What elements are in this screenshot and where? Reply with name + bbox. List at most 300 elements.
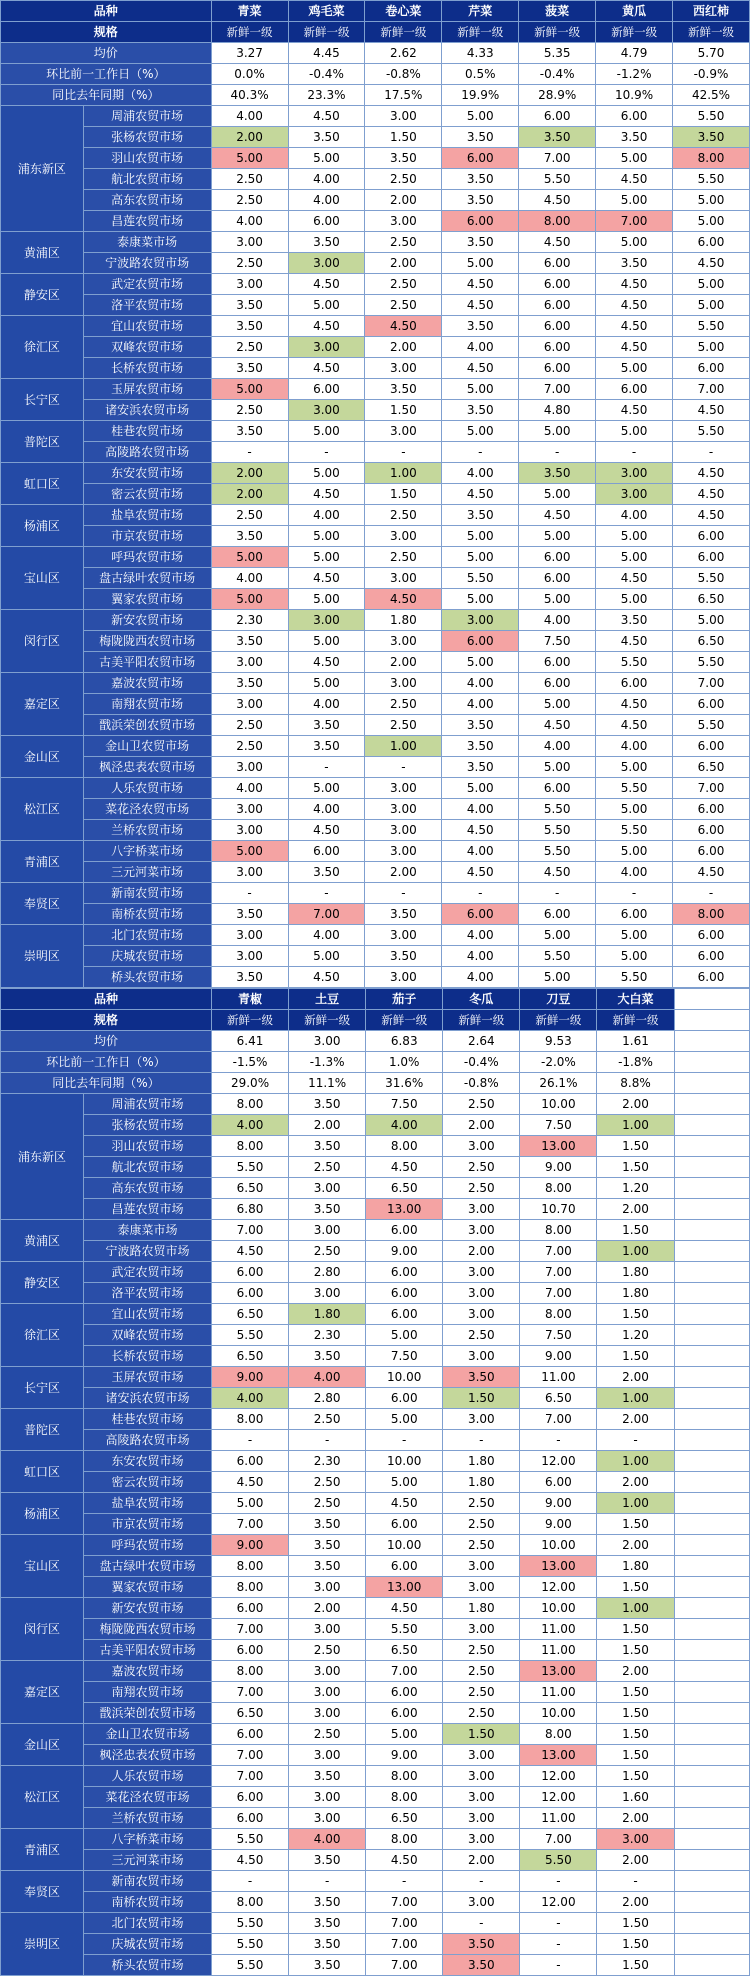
table-row xyxy=(1,106,750,127)
price-cell: 2.00 xyxy=(211,463,288,484)
product-header: 青椒 xyxy=(211,989,288,1010)
price-cell: 3.50 xyxy=(442,757,519,778)
empty-cell xyxy=(674,1472,749,1493)
price-cell: 2.50 xyxy=(289,1640,366,1661)
price-cell: 5.00 xyxy=(288,148,365,169)
price-cell: 2.00 xyxy=(597,1409,674,1430)
price-cell: 3.00 xyxy=(289,1661,366,1682)
price-cell: - xyxy=(520,1934,597,1955)
table-row xyxy=(1,757,750,778)
price-cell: 1.80 xyxy=(365,610,442,631)
district-label: 奉贤区 xyxy=(1,1871,84,1913)
spec-header: 新鲜一级 xyxy=(519,22,596,43)
price-cell: 1.50 xyxy=(597,1682,674,1703)
price-cell: 4.00 xyxy=(596,736,673,757)
price-cell: 8.00 xyxy=(520,1724,597,1745)
price-cell: 3.00 xyxy=(596,484,673,505)
price-cell: 5.00 xyxy=(288,526,365,547)
empty-cell xyxy=(674,1724,749,1745)
yoy-change-cell: 17.5% xyxy=(365,85,442,106)
price-cell: 6.50 xyxy=(366,1808,443,1829)
table-row xyxy=(1,883,750,904)
table-row xyxy=(1,589,750,610)
price-cell: 11.00 xyxy=(520,1808,597,1829)
price-cell: 6.00 xyxy=(673,799,750,820)
price-cell: 3.00 xyxy=(365,778,442,799)
price-cell: 1.20 xyxy=(597,1178,674,1199)
price-cell: 4.50 xyxy=(596,295,673,316)
yoy-change-cell: 11.1% xyxy=(289,1073,366,1094)
price-cell: 3.00 xyxy=(211,757,288,778)
price-cell: - xyxy=(673,883,750,904)
price-cell: 5.50 xyxy=(673,316,750,337)
price-cell: 1.00 xyxy=(597,1598,674,1619)
price-cell: 3.50 xyxy=(519,127,596,148)
price-cell: - xyxy=(211,1871,288,1892)
empty-cell xyxy=(674,1661,749,1682)
spec-row xyxy=(1,1010,750,1031)
table-row xyxy=(1,967,750,988)
table-row xyxy=(1,211,750,232)
price-cell: 2.50 xyxy=(211,190,288,211)
price-cell: 5.50 xyxy=(596,967,673,988)
price-cell: 2.00 xyxy=(597,1808,674,1829)
price-cell: 2.50 xyxy=(289,1472,366,1493)
price-cell: 4.50 xyxy=(442,484,519,505)
empty-cell xyxy=(674,1409,749,1430)
price-cell: - xyxy=(289,1871,366,1892)
price-cell: 6.00 xyxy=(211,1640,288,1661)
table-row xyxy=(1,1094,750,1115)
price-cell: 5.00 xyxy=(596,148,673,169)
avg-price-cell: 6.83 xyxy=(366,1031,443,1052)
table-row xyxy=(1,862,750,883)
price-cell: 4.50 xyxy=(442,274,519,295)
price-cell: 3.00 xyxy=(443,1262,520,1283)
market-name: 长桥农贸市场 xyxy=(83,1346,211,1367)
price-cell: 3.50 xyxy=(365,148,442,169)
price-cell: 3.50 xyxy=(596,610,673,631)
price-cell: 3.00 xyxy=(289,1577,366,1598)
empty-cell xyxy=(674,1367,749,1388)
price-cell: 6.50 xyxy=(366,1640,443,1661)
price-cell: 4.00 xyxy=(596,862,673,883)
product-row xyxy=(1,1,750,22)
district-label: 虹口区 xyxy=(1,463,84,505)
district-label: 黄浦区 xyxy=(1,1220,84,1262)
price-cell: 6.00 xyxy=(366,1304,443,1325)
price-cell: 4.00 xyxy=(366,1115,443,1136)
price-cell: 3.50 xyxy=(288,715,365,736)
price-cell: - xyxy=(443,1871,520,1892)
avg-price-cell: 2.64 xyxy=(443,1031,520,1052)
price-cell: 3.50 xyxy=(288,127,365,148)
price-cell: 2.00 xyxy=(443,1115,520,1136)
price-cell: 5.00 xyxy=(596,526,673,547)
price-cell: 6.00 xyxy=(596,673,673,694)
table-row xyxy=(1,1640,750,1661)
empty-cell xyxy=(674,1157,749,1178)
price-cell: 1.80 xyxy=(443,1598,520,1619)
price-cell: 6.00 xyxy=(366,1703,443,1724)
price-cell: 6.00 xyxy=(366,1556,443,1577)
table-row xyxy=(1,610,750,631)
table-row xyxy=(1,1430,750,1451)
dod-change-row xyxy=(1,64,750,85)
table-row xyxy=(1,1850,750,1871)
price-cell: 2.30 xyxy=(289,1325,366,1346)
price-cell: 5.00 xyxy=(288,673,365,694)
table-row xyxy=(1,1577,750,1598)
price-cell: 6.00 xyxy=(673,820,750,841)
table-row xyxy=(1,1514,750,1535)
price-cell: 3.50 xyxy=(211,421,288,442)
spec-header: 新鲜一级 xyxy=(211,1010,288,1031)
price-cell: 8.00 xyxy=(673,904,750,925)
price-cell: 4.50 xyxy=(596,274,673,295)
price-cell: 3.00 xyxy=(288,610,365,631)
price-cell: 7.00 xyxy=(673,379,750,400)
price-cell: - xyxy=(288,883,365,904)
price-cell: 2.50 xyxy=(365,715,442,736)
market-name: 玉屏农贸市场 xyxy=(83,1367,211,1388)
product-header: 鸡毛菜 xyxy=(288,1,365,22)
table-row xyxy=(1,505,750,526)
market-name: 梅陇陇西农贸市场 xyxy=(83,1619,211,1640)
price-cell: 3.00 xyxy=(365,841,442,862)
price-cell: 3.50 xyxy=(442,316,519,337)
price-cell: 9.00 xyxy=(211,1535,288,1556)
price-cell: 3.00 xyxy=(289,1283,366,1304)
price-cell: 4.00 xyxy=(442,946,519,967)
price-cell: 9.00 xyxy=(520,1157,597,1178)
price-cell: 5.00 xyxy=(596,589,673,610)
price-cell: 3.00 xyxy=(443,1346,520,1367)
spec-row xyxy=(1,22,750,43)
price-cell: - xyxy=(520,1913,597,1934)
price-cell: 4.50 xyxy=(673,400,750,421)
table-row xyxy=(1,421,750,442)
table-row xyxy=(1,1745,750,1766)
price-cell: 6.00 xyxy=(288,841,365,862)
price-cell: 5.00 xyxy=(519,925,596,946)
market-name: 菜花泾农贸市场 xyxy=(83,1787,211,1808)
price-cell: 10.00 xyxy=(520,1703,597,1724)
price-cell: 4.50 xyxy=(288,106,365,127)
product-header: 大白菜 xyxy=(597,989,674,1010)
table-row xyxy=(1,1724,750,1745)
yoy-change-cell: 23.3% xyxy=(288,85,365,106)
empty-cell xyxy=(674,1829,749,1850)
price-cell: 3.50 xyxy=(365,379,442,400)
price-cell: 3.50 xyxy=(443,1367,520,1388)
price-cell: 3.00 xyxy=(443,1220,520,1241)
price-cell: 6.50 xyxy=(211,1703,288,1724)
table-row xyxy=(1,1157,750,1178)
price-cell: 6.50 xyxy=(673,631,750,652)
price-cell: 2.50 xyxy=(365,232,442,253)
price-cell: - xyxy=(211,1430,288,1451)
district-label: 长宁区 xyxy=(1,1367,84,1409)
price-cell: 5.00 xyxy=(442,379,519,400)
price-cell: 4.50 xyxy=(519,862,596,883)
price-cell: 3.00 xyxy=(289,1703,366,1724)
price-cell: 5.00 xyxy=(519,484,596,505)
price-cell: 5.00 xyxy=(596,190,673,211)
price-cell: 9.00 xyxy=(520,1514,597,1535)
market-name: 翼家农贸市场 xyxy=(83,1577,211,1598)
market-name: 盐阜农贸市场 xyxy=(83,505,211,526)
price-cell: 12.00 xyxy=(520,1451,597,1472)
market-name: 庆城农贸市场 xyxy=(83,1934,211,1955)
price-cell: 3.00 xyxy=(443,1199,520,1220)
price-cell: 4.50 xyxy=(519,505,596,526)
table-row xyxy=(1,1262,750,1283)
price-cell: 3.50 xyxy=(442,169,519,190)
price-cell: 3.50 xyxy=(596,253,673,274)
price-cell: 3.00 xyxy=(289,1682,366,1703)
market-name: 三元河菜市场 xyxy=(83,862,211,883)
price-cell: 2.50 xyxy=(211,715,288,736)
price-cell: 6.00 xyxy=(211,1724,288,1745)
table-row xyxy=(1,1913,750,1934)
price-cell: 3.00 xyxy=(443,1409,520,1430)
price-cell: 5.50 xyxy=(596,652,673,673)
price-cell: 5.50 xyxy=(211,1157,288,1178)
price-cell: 3.50 xyxy=(211,967,288,988)
price-cell: 3.00 xyxy=(365,967,442,988)
market-name: 枫泾忠表农贸市场 xyxy=(83,1745,211,1766)
price-cell: 4.00 xyxy=(442,799,519,820)
price-cell: 7.00 xyxy=(520,1409,597,1430)
price-cell: 3.00 xyxy=(443,1892,520,1913)
price-cell: 6.00 xyxy=(211,1451,288,1472)
price-cell: 4.00 xyxy=(442,694,519,715)
price-cell: 2.00 xyxy=(597,1850,674,1871)
market-name: 市京农贸市场 xyxy=(83,1514,211,1535)
price-cell: - xyxy=(520,1871,597,1892)
price-cell: 1.00 xyxy=(597,1115,674,1136)
price-cell: 3.00 xyxy=(289,1220,366,1241)
price-cell: 6.00 xyxy=(673,736,750,757)
price-cell: 7.00 xyxy=(211,1619,288,1640)
market-name: 泰康菜市场 xyxy=(83,1220,211,1241)
price-cell: 3.50 xyxy=(289,1766,366,1787)
market-name: 周浦农贸市场 xyxy=(83,1094,211,1115)
price-cell: - xyxy=(211,883,288,904)
table-row xyxy=(1,1241,750,1262)
table-row xyxy=(1,358,750,379)
price-cell: 1.50 xyxy=(597,1955,674,1976)
price-cell: 2.50 xyxy=(211,400,288,421)
price-cell: 2.00 xyxy=(365,862,442,883)
empty-cell xyxy=(674,1640,749,1661)
market-name: 洛平农贸市场 xyxy=(83,295,211,316)
price-cell: 3.00 xyxy=(211,862,288,883)
district-label: 奉贤区 xyxy=(1,883,84,925)
price-cell: 8.00 xyxy=(366,1787,443,1808)
market-name: 周浦农贸市场 xyxy=(83,106,211,127)
price-cell: 3.00 xyxy=(289,1787,366,1808)
market-name: 八字桥菜市场 xyxy=(83,1829,211,1850)
row-label: 均价 xyxy=(1,1031,212,1052)
empty-cell xyxy=(674,1262,749,1283)
price-cell: 4.00 xyxy=(596,505,673,526)
price-cell: 9.00 xyxy=(520,1493,597,1514)
market-name: 新安农贸市场 xyxy=(83,1598,211,1619)
price-cell: 10.00 xyxy=(520,1094,597,1115)
dod-change-cell: -0.4% xyxy=(443,1052,520,1073)
price-cell: 7.00 xyxy=(520,1829,597,1850)
table-row xyxy=(1,1388,750,1409)
price-cell: 5.00 xyxy=(596,799,673,820)
price-cell: 2.50 xyxy=(365,547,442,568)
price-cell: 3.00 xyxy=(211,946,288,967)
price-cell: 7.00 xyxy=(519,379,596,400)
price-cell: 5.00 xyxy=(596,358,673,379)
price-cell: 1.50 xyxy=(443,1388,520,1409)
price-cell: 5.00 xyxy=(519,589,596,610)
district-label: 浦东新区 xyxy=(1,106,84,232)
market-name: 新安农贸市场 xyxy=(83,610,211,631)
price-cell: 4.00 xyxy=(442,967,519,988)
empty-cell xyxy=(674,1241,749,1262)
price-cell: 2.00 xyxy=(597,1535,674,1556)
price-cell: 4.00 xyxy=(442,673,519,694)
price-cell: 2.00 xyxy=(597,1661,674,1682)
empty-cell xyxy=(674,1514,749,1535)
price-cell: 1.50 xyxy=(597,1346,674,1367)
price-cell: 4.50 xyxy=(596,631,673,652)
market-name: 三元河菜市场 xyxy=(83,1850,211,1871)
price-cell: 2.50 xyxy=(443,1493,520,1514)
price-cell: 1.00 xyxy=(365,463,442,484)
table-row xyxy=(1,1619,750,1640)
price-cell: 4.50 xyxy=(288,652,365,673)
empty-cell xyxy=(674,1052,749,1073)
price-cell: 5.50 xyxy=(519,820,596,841)
avg-price-cell: 4.33 xyxy=(442,43,519,64)
empty-cell xyxy=(674,1115,749,1136)
price-cell: 4.50 xyxy=(288,484,365,505)
price-cell: 4.00 xyxy=(519,736,596,757)
price-cell: - xyxy=(366,1430,443,1451)
empty-cell xyxy=(674,1598,749,1619)
market-name: 南桥农贸市场 xyxy=(83,904,211,925)
empty-cell xyxy=(674,1619,749,1640)
price-cell: 8.00 xyxy=(211,1892,288,1913)
price-cell: 1.50 xyxy=(365,484,442,505)
price-cell: - xyxy=(673,442,750,463)
price-cell: - xyxy=(289,1430,366,1451)
price-cell: 2.50 xyxy=(365,295,442,316)
market-name: 高陵路农贸市场 xyxy=(83,442,211,463)
market-name: 市京农贸市场 xyxy=(83,526,211,547)
price-cell: 3.50 xyxy=(289,1346,366,1367)
price-cell: 6.00 xyxy=(366,1220,443,1241)
dod-change-cell: 0.0% xyxy=(211,64,288,85)
price-cell: 4.00 xyxy=(289,1829,366,1850)
price-cell: 7.00 xyxy=(520,1262,597,1283)
price-cell: 5.00 xyxy=(519,526,596,547)
row-label: 品种 xyxy=(1,1,212,22)
market-name: 北门农贸市场 xyxy=(83,1913,211,1934)
price-cell: 7.00 xyxy=(673,778,750,799)
price-cell: 5.00 xyxy=(288,946,365,967)
district-label: 闵行区 xyxy=(1,610,84,673)
price-cell: 2.50 xyxy=(211,253,288,274)
price-cell: 3.00 xyxy=(443,1808,520,1829)
price-cell: 6.00 xyxy=(211,1283,288,1304)
price-cell: - xyxy=(597,1871,674,1892)
price-cell: 5.00 xyxy=(288,463,365,484)
price-cell: 7.00 xyxy=(366,1955,443,1976)
price-cell: 2.50 xyxy=(211,505,288,526)
table-row xyxy=(1,337,750,358)
row-label: 品种 xyxy=(1,989,212,1010)
spec-header: 新鲜一级 xyxy=(673,22,750,43)
table-row xyxy=(1,1535,750,1556)
price-cell: 4.50 xyxy=(365,316,442,337)
price-cell: 2.50 xyxy=(365,274,442,295)
table-row xyxy=(1,169,750,190)
table-row xyxy=(1,442,750,463)
price-cell: 6.00 xyxy=(366,1388,443,1409)
price-cell: 11.00 xyxy=(520,1640,597,1661)
price-cell: 1.50 xyxy=(597,1157,674,1178)
market-name: 宜山农贸市场 xyxy=(83,1304,211,1325)
empty-cell xyxy=(674,1913,749,1934)
price-cell: - xyxy=(366,1871,443,1892)
product-row xyxy=(1,989,750,1010)
price-cell: 3.50 xyxy=(442,127,519,148)
price-cell: 4.50 xyxy=(596,715,673,736)
price-cell: 5.00 xyxy=(442,652,519,673)
price-cell: 10.00 xyxy=(366,1367,443,1388)
market-name: 张杨农贸市场 xyxy=(83,1115,211,1136)
district-label: 普陀区 xyxy=(1,421,84,463)
district-label: 普陀区 xyxy=(1,1409,84,1451)
price-cell: 3.50 xyxy=(519,463,596,484)
market-name: 长桥农贸市场 xyxy=(83,358,211,379)
price-cell: 5.00 xyxy=(366,1472,443,1493)
market-name: 东安农贸市场 xyxy=(83,1451,211,1472)
price-cell: - xyxy=(519,883,596,904)
price-cell: 1.50 xyxy=(597,1745,674,1766)
price-cell: 2.50 xyxy=(443,1325,520,1346)
empty-cell xyxy=(674,1199,749,1220)
avg-price-cell: 3.27 xyxy=(211,43,288,64)
district-label: 黄浦区 xyxy=(1,232,84,274)
market-name: 泰康菜市场 xyxy=(83,232,211,253)
price-cell: 2.00 xyxy=(211,127,288,148)
price-cell: 3.00 xyxy=(288,253,365,274)
price-cell: 10.00 xyxy=(520,1598,597,1619)
price-cell: 7.00 xyxy=(519,148,596,169)
price-cell: 3.50 xyxy=(289,1892,366,1913)
price-cell: 3.50 xyxy=(289,1556,366,1577)
market-name: 南翔农贸市场 xyxy=(83,1682,211,1703)
price-cell: 4.50 xyxy=(288,358,365,379)
empty-cell xyxy=(674,1283,749,1304)
price-cell: 4.50 xyxy=(673,505,750,526)
price-cell: 5.00 xyxy=(596,547,673,568)
price-cell: 8.00 xyxy=(211,1094,288,1115)
price-cell: 8.00 xyxy=(520,1220,597,1241)
price-cell: 3.50 xyxy=(289,1955,366,1976)
empty-cell xyxy=(674,1682,749,1703)
market-name: 诸安浜农贸市场 xyxy=(83,400,211,421)
